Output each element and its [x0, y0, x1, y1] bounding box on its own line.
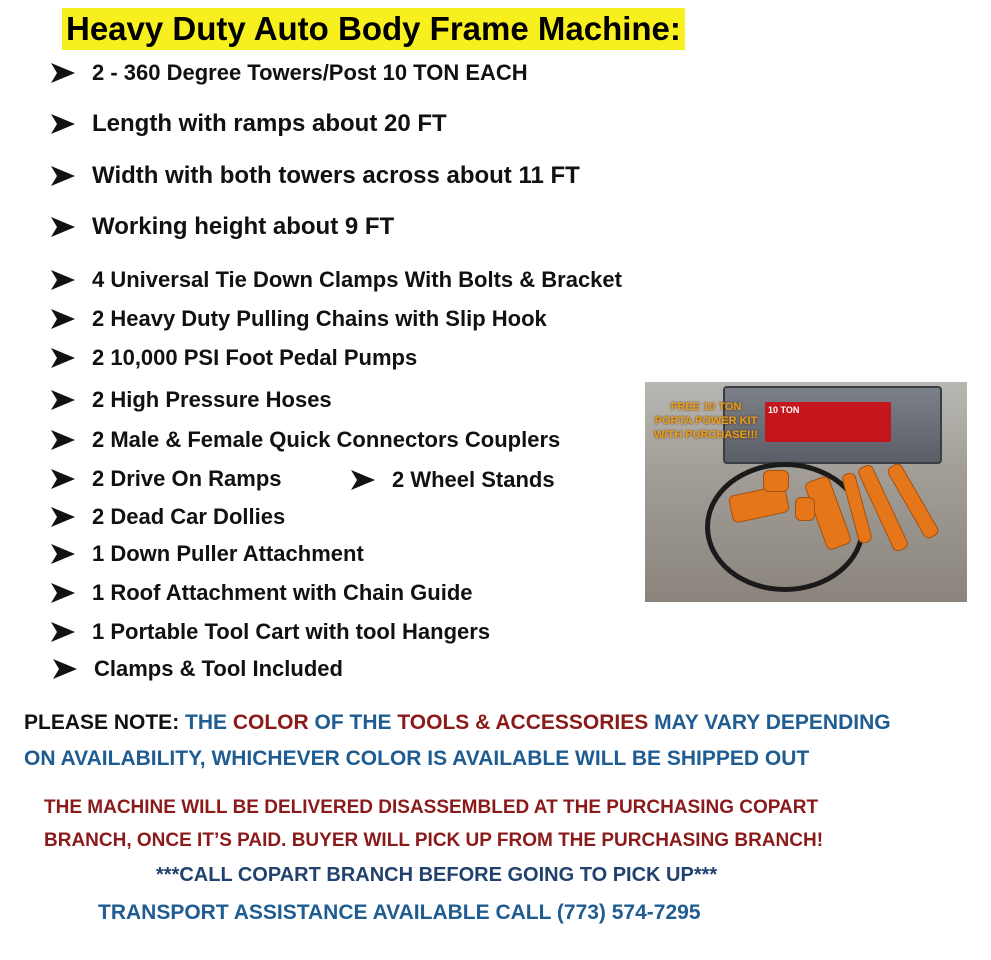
- call-note: ***CALL COPART BRANCH BEFORE GOING TO PICK UP***: [156, 864, 718, 886]
- note-text: THE: [179, 711, 233, 734]
- arrow-bullet-icon: [50, 582, 76, 604]
- note-text: OF THE: [308, 711, 398, 734]
- feature-text: 2 Heavy Duty Pulling Chains with Slip Hook: [92, 306, 547, 331]
- arrow-bullet-icon: [50, 621, 76, 643]
- promo-text: FREE 10 TON PORTA POWER KIT WITH PURCHASE!!!: [654, 401, 758, 441]
- feature-item: [50, 466, 282, 492]
- feature-text: 2 Male & Female Quick Connectors Couplers: [92, 427, 561, 452]
- feature-text: Width with both towers across about 11 FT: [92, 162, 580, 189]
- feature-text: Working height about 9 FT: [92, 213, 395, 240]
- arrow-bullet-icon: [50, 468, 76, 490]
- arrow-bullet-icon: [50, 269, 76, 291]
- page-title: Heavy Duty Auto Body Frame Machine:: [62, 8, 685, 50]
- feature-text: 2 Wheel Stands: [392, 467, 555, 492]
- transport-note: TRANSPORT ASSISTANCE AVAILABLE CALL (773) 574-7295: [98, 901, 701, 924]
- feature-text: Length with ramps about 20 FT: [92, 110, 447, 137]
- porta-power-kit-photo: [645, 382, 967, 602]
- feature-item: [50, 345, 417, 371]
- feature-item: [350, 467, 555, 493]
- arrow-bullet-icon: [50, 113, 76, 135]
- availability-note-line2: ON AVAILABILITY, WHICHEVER COLOR IS AVAILABLE WILL BE SHIPPED OUT: [24, 747, 810, 770]
- arrow-bullet-icon: [50, 216, 76, 238]
- feature-item: [50, 387, 332, 413]
- arrow-bullet-icon: [50, 506, 76, 528]
- arrow-bullet-icon: [50, 429, 76, 451]
- availability-note-line1: [24, 711, 891, 735]
- attachment-piece: [763, 470, 789, 492]
- arrow-bullet-icon: [50, 165, 76, 187]
- feature-text: 4 Universal Tie Down Clamps With Bolts & Bracket: [92, 267, 622, 292]
- feature-text: 2 Dead Car Dollies: [92, 504, 286, 529]
- note-color-word: COLOR: [232, 711, 309, 734]
- note-text: MAY VARY DEPENDING: [648, 711, 891, 734]
- feature-text: 1 Down Puller Attachment: [92, 541, 364, 566]
- feature-item: [50, 580, 473, 606]
- feature-item: [52, 656, 343, 682]
- feature-item: [50, 267, 622, 293]
- feature-item: [50, 213, 394, 241]
- arrow-bullet-icon: [50, 347, 76, 369]
- feature-text: 2 - 360 Degree Towers/Post 10 TON EACH: [92, 60, 528, 85]
- case-label: 10 TON: [765, 402, 891, 442]
- note-tools-word: TOOLS & ACCESSORIES: [397, 711, 649, 734]
- feature-item: [50, 60, 528, 86]
- feature-text: Clamps & Tool Included: [94, 656, 343, 681]
- delivery-note-line2: BRANCH, ONCE IT’S PAID. BUYER WILL PICK UP FROM THE PURCHASING BRANCH!: [44, 830, 824, 851]
- arrow-bullet-icon: [50, 308, 76, 330]
- feature-item: [50, 306, 547, 332]
- attachment-piece: [795, 497, 815, 521]
- arrow-bullet-icon: [50, 389, 76, 411]
- arrow-bullet-icon: [350, 469, 376, 491]
- feature-text: 2 10,000 PSI Foot Pedal Pumps: [92, 345, 418, 370]
- feature-text: 2 High Pressure Hoses: [92, 387, 332, 412]
- arrow-bullet-icon: [50, 62, 76, 84]
- feature-item: [50, 504, 285, 530]
- feature-item: [50, 619, 490, 645]
- feature-text: 1 Portable Tool Cart with tool Hangers: [92, 619, 491, 644]
- note-prefix: PLEASE NOTE:: [24, 711, 180, 734]
- feature-text: 1 Roof Attachment with Chain Guide: [92, 580, 473, 605]
- feature-item: [50, 162, 580, 190]
- arrow-bullet-icon: [52, 658, 78, 680]
- arrow-bullet-icon: [50, 543, 76, 565]
- feature-text: 2 Drive On Ramps: [92, 466, 282, 491]
- delivery-note-line1: THE MACHINE WILL BE DELIVERED DISASSEMBLED AT THE PURCHASING COPART: [44, 797, 819, 818]
- feature-item: [50, 427, 560, 453]
- feature-item: [50, 110, 447, 138]
- feature-item: [50, 541, 364, 567]
